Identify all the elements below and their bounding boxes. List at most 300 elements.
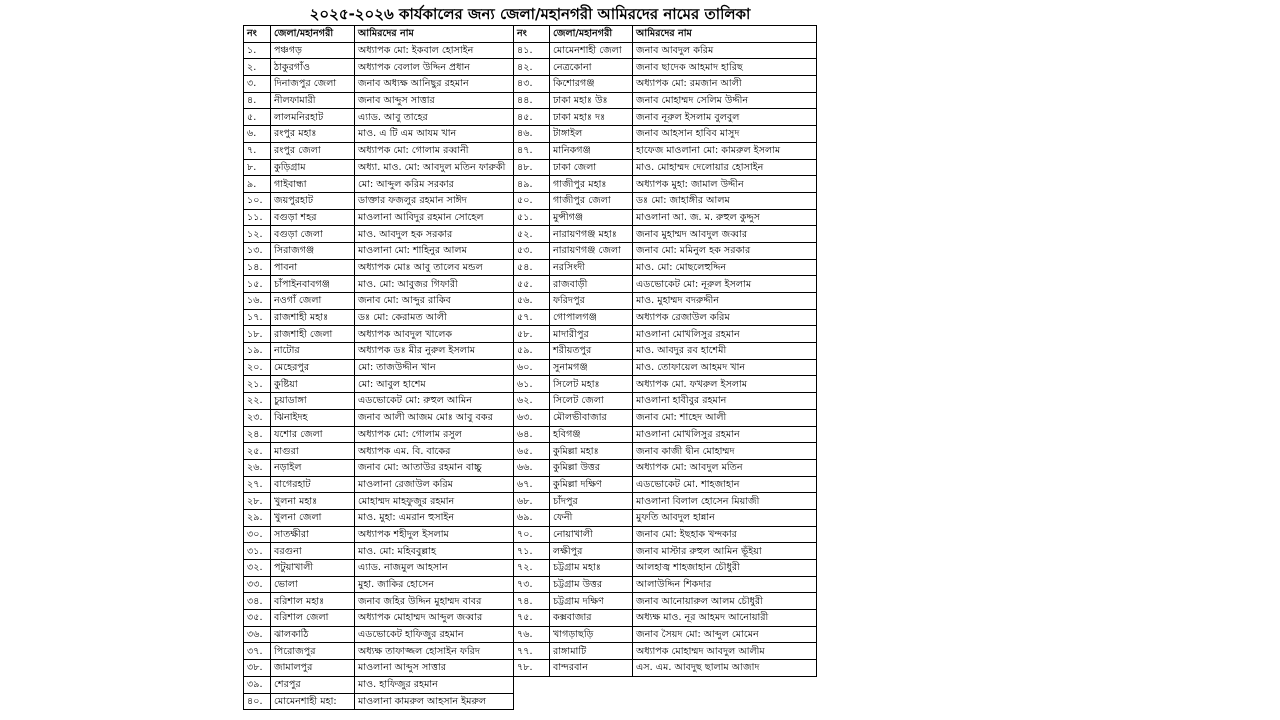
cell-serial: ১. <box>244 42 271 59</box>
cell-serial: ১৮. <box>244 326 271 343</box>
cell-district: খাগড়াছড়ি <box>550 626 633 643</box>
table-row <box>514 376 817 393</box>
cell-amir-name: ডঃ মো: কেরামত আলী <box>355 309 514 326</box>
cell-district: সিরাজগঞ্জ <box>271 242 355 259</box>
cell-serial: ২৮. <box>244 493 271 510</box>
table-row <box>244 593 514 610</box>
table-row <box>514 626 817 643</box>
table-row <box>514 92 817 109</box>
cell-amir-name: অধ্যাপক মো: ইকবাল হোসাইন <box>355 42 514 59</box>
cell-district: সিলেট জেলা <box>550 393 633 410</box>
table-row <box>514 509 817 526</box>
table-row <box>244 409 514 426</box>
cell-amir-name: মাও. মো: আবুজর গিফারী <box>355 276 514 293</box>
cell-serial: ৬১. <box>514 376 550 393</box>
cell-serial: ১৬. <box>244 293 271 310</box>
table-row <box>514 59 817 76</box>
cell-district: চাঁপাইনবাবগঞ্জ <box>271 276 355 293</box>
table-row <box>244 42 514 59</box>
cell-amir-name: মাও. মোহাম্মদ দেলোয়ার হোসাইন <box>633 159 817 176</box>
cell-serial: ২৬. <box>244 459 271 476</box>
cell-district: ভোলা <box>271 576 355 593</box>
cell-serial: ৬৮. <box>514 493 550 510</box>
cell-district: চট্টগ্রাম মহাঃ <box>550 560 633 577</box>
cell-amir-name: মাও. এ টি এম আযম খান <box>355 126 514 143</box>
cell-district: কুমিল্লা মহাঃ <box>550 443 633 460</box>
cell-district: কুড়িগ্রাম <box>271 159 355 176</box>
table-row <box>244 543 514 560</box>
cell-serial: ২৩. <box>244 409 271 426</box>
table-row <box>514 209 817 226</box>
table-row <box>244 676 514 693</box>
cell-serial: ২২. <box>244 393 271 410</box>
table-row <box>514 259 817 276</box>
cell-amir-name: মাও. মুহাম্মদ বদরুদ্দীন <box>633 293 817 310</box>
cell-amir-name: মাওলানা হাবীবুর রহমান <box>633 393 817 410</box>
cell-district: চট্টগ্রাম দক্ষিণ <box>550 593 633 610</box>
cell-serial: ৭২. <box>514 560 550 577</box>
cell-amir-name: অধ্যাপক মোহাম্মদ আবদুল আলীম <box>633 643 817 660</box>
cell-serial: ৪৩. <box>514 76 550 93</box>
cell-amir-name: এডভোকেট মো. শাহজাহান <box>633 476 817 493</box>
cell-district: চাঁদপুর <box>550 493 633 510</box>
table-row <box>514 293 817 310</box>
cell-serial: ৪৯. <box>514 176 550 193</box>
table-row <box>514 192 817 209</box>
table-row <box>514 242 817 259</box>
cell-amir-name: মুফতি আবদুল হান্নান <box>633 509 817 526</box>
cell-district: ফরিদপুর <box>550 293 633 310</box>
cell-amir-name: ডাক্তার ফজলুর রহমান সাঈদ <box>355 192 514 209</box>
cell-serial: ৩২. <box>244 560 271 577</box>
table-row <box>244 526 514 543</box>
cell-district: দিনাজপুর জেলা <box>271 76 355 93</box>
cell-amir-name: জনাব মো: ইছহাক খন্দকার <box>633 526 817 543</box>
cell-serial: ৬. <box>244 126 271 143</box>
table-row <box>244 76 514 93</box>
cell-serial: ২০. <box>244 359 271 376</box>
cell-district: মৌলভীবাজার <box>550 409 633 426</box>
cell-district: বান্দরবান <box>550 660 633 677</box>
table-row <box>244 576 514 593</box>
table-row <box>514 476 817 493</box>
cell-serial: ৬২. <box>514 393 550 410</box>
cell-district: পঞ্চগড় <box>271 42 355 59</box>
table-row <box>514 309 817 326</box>
cell-district: নাটোর <box>271 343 355 360</box>
table-row <box>244 276 514 293</box>
cell-serial: ১০. <box>244 192 271 209</box>
cell-district: কুষ্টিয়া <box>271 376 355 393</box>
cell-amir-name: মাওলানা আবিদুর রহমান সোহেল <box>355 209 514 226</box>
amir-table-right <box>513 25 817 677</box>
cell-serial: ৪৫. <box>514 109 550 126</box>
table-row <box>244 509 514 526</box>
cell-amir-name: জনাব মো: আতাউর রহমান বাচ্চু <box>355 459 514 476</box>
page-title: ২০২৫-২০২৬ কার্যকালের জন্য জেলা/মহানগরী আমিরদের নামের তালিকা <box>309 5 751 23</box>
cell-amir-name: অধ্যাপক মো: আবদুল মতিন <box>633 459 817 476</box>
cell-district: খুলনা মহাঃ <box>271 493 355 510</box>
cell-district: বরিশাল মহাঃ <box>271 593 355 610</box>
table-row <box>514 543 817 560</box>
cell-serial: ২৪. <box>244 426 271 443</box>
cell-serial: ৮. <box>244 159 271 176</box>
cell-serial: ১৫. <box>244 276 271 293</box>
table-row <box>244 643 514 660</box>
cell-district: গাইবান্ধা <box>271 176 355 193</box>
cell-serial: ৫৭. <box>514 309 550 326</box>
cell-amir-name: মাও. মুহা: এমরান হুসাইন <box>355 509 514 526</box>
cell-serial: ৪১. <box>514 42 550 59</box>
cell-serial: ৫০. <box>514 192 550 209</box>
cell-district: জয়পুরহাট <box>271 192 355 209</box>
cell-serial: ৭৬. <box>514 626 550 643</box>
cell-amir-name: মাওলানা মোখলিসুর রহমান <box>633 326 817 343</box>
cell-amir-name: অধ্যক্ষ তাফাজ্জল হোসাইন ফরিদ <box>355 643 514 660</box>
cell-serial: ৭৮. <box>514 660 550 677</box>
cell-amir-name: ডঃ মো: জাহাঙ্গীর আলম <box>633 192 817 209</box>
cell-serial: ৩৪. <box>244 593 271 610</box>
cell-district: সাতক্ষীরা <box>271 526 355 543</box>
table-row <box>514 142 817 159</box>
cell-district: ঝালকাঠি <box>271 626 355 643</box>
cell-district: বরগুনা <box>271 543 355 560</box>
table-row <box>514 176 817 193</box>
table-header-row <box>244 26 514 43</box>
cell-serial: ১৯. <box>244 343 271 360</box>
cell-serial: ১১. <box>244 209 271 226</box>
cell-serial: ৫৩. <box>514 242 550 259</box>
cell-serial: ৭৭. <box>514 643 550 660</box>
cell-district: পটুয়াখালী <box>271 560 355 577</box>
cell-serial: ৫৪. <box>514 259 550 276</box>
cell-amir-name: মাওলানা আ. জ. ম. রুহুল কুদ্দুস <box>633 209 817 226</box>
table-row <box>514 576 817 593</box>
cell-serial: ৬৪. <box>514 426 550 443</box>
cell-serial: ৩০. <box>244 526 271 543</box>
table-row <box>244 426 514 443</box>
cell-amir-name: জনাব কাজী দ্বীন মোহাম্মদ <box>633 443 817 460</box>
cell-amir-name: মোহাম্মদ মাহফুজুর রহমান <box>355 493 514 510</box>
header-amir-name: আমিরদের নাম <box>633 26 817 43</box>
table-row <box>244 226 514 243</box>
cell-amir-name: মাও. হাফিজুর রহমান <box>355 676 514 693</box>
cell-serial: ৫৯. <box>514 343 550 360</box>
cell-amir-name: আলাউদ্দিন শিকদার <box>633 576 817 593</box>
cell-serial: ৬৬. <box>514 459 550 476</box>
table-row <box>514 343 817 360</box>
cell-serial: ৪২. <box>514 59 550 76</box>
cell-amir-name: জনাব আনোয়ারুল আলম চৌধুরী <box>633 593 817 610</box>
cell-amir-name: অধ্যাপক বেলাল উদ্দিন প্রধান <box>355 59 514 76</box>
cell-district: বগুড়া জেলা <box>271 226 355 243</box>
table-row <box>514 226 817 243</box>
cell-district: রাজশাহী জেলা <box>271 326 355 343</box>
cell-amir-name: এডভোকেট মো: নূরুল ইসলাম <box>633 276 817 293</box>
cell-district: ঠাকুরগাঁও <box>271 59 355 76</box>
cell-district: নরসিংদী <box>550 259 633 276</box>
cell-amir-name: মাওলানা কামরুল আহসান ইমরুল <box>355 693 514 710</box>
cell-district: পাবনা <box>271 259 355 276</box>
cell-amir-name: মাওলানা আব্দুস সাত্তার <box>355 660 514 677</box>
cell-amir-name: এ্যাড. আবু তাহের <box>355 109 514 126</box>
cell-amir-name: মাও. মো: মোছলেহুদ্দিন <box>633 259 817 276</box>
cell-serial: ৫১. <box>514 209 550 226</box>
cell-amir-name: অধ্যাপক মো. ফখরুল ইসলাম <box>633 376 817 393</box>
cell-district: ঢাকা মহাঃ উঃ <box>550 92 633 109</box>
header-serial: নং <box>244 26 271 43</box>
table-row <box>514 393 817 410</box>
cell-district: নওগাঁ জেলা <box>271 293 355 310</box>
cell-district: নড়াইল <box>271 459 355 476</box>
table-row <box>244 142 514 159</box>
table-row <box>244 560 514 577</box>
cell-amir-name: জনাব মো: শাহেদ আলী <box>633 409 817 426</box>
cell-amir-name: মাওলানা মোখলিসুর রহমান <box>633 426 817 443</box>
cell-serial: ৩৬. <box>244 626 271 643</box>
cell-district: শেরপুর <box>271 676 355 693</box>
cell-serial: ৩৭. <box>244 643 271 660</box>
cell-serial: ৫২. <box>514 226 550 243</box>
cell-amir-name: অধ্যাপক মোঃ আবু তালেব মন্ডল <box>355 259 514 276</box>
cell-amir-name: জনাব মো: আব্দুর রাকিব <box>355 293 514 310</box>
cell-district: ঢাকা মহাঃ দঃ <box>550 109 633 126</box>
cell-serial: ৭৩. <box>514 576 550 593</box>
cell-amir-name: জনাব আহসান হাবিব মাসুদ <box>633 126 817 143</box>
cell-serial: ২. <box>244 59 271 76</box>
table-row <box>514 493 817 510</box>
table-row <box>244 242 514 259</box>
cell-district: ফেনী <box>550 509 633 526</box>
table-row <box>514 42 817 59</box>
cell-amir-name: আলহাজ্ব শাহজাহান চৌধুরী <box>633 560 817 577</box>
table-row <box>514 610 817 627</box>
cell-serial: ৭০. <box>514 526 550 543</box>
cell-serial: ২৫. <box>244 443 271 460</box>
cell-district: জামালপুর <box>271 660 355 677</box>
cell-serial: ৫৬. <box>514 293 550 310</box>
table-row <box>244 376 514 393</box>
cell-amir-name: জনাব মোহাম্মদ সেলিম উদ্দীন <box>633 92 817 109</box>
table-row <box>244 660 514 677</box>
table-row <box>244 626 514 643</box>
cell-amir-name: জনাব অধ্যক্ষ আনিছুর রহমান <box>355 76 514 93</box>
cell-district: যশোর জেলা <box>271 426 355 443</box>
table-row <box>244 159 514 176</box>
cell-amir-name: মুহা. জাকির হোসেন <box>355 576 514 593</box>
cell-amir-name: জনাব আবদুল করিম <box>633 42 817 59</box>
cell-amir-name: জনাব আব্দুস সাত্তার <box>355 92 514 109</box>
cell-district: নোয়াখালী <box>550 526 633 543</box>
cell-amir-name: জনাব সৈয়দ মো: আব্দুল মোমেন <box>633 626 817 643</box>
cell-amir-name: অধ্যাপক আবদুল খালেক <box>355 326 514 343</box>
cell-serial: ৬৯. <box>514 509 550 526</box>
cell-district: নেত্রকোনা <box>550 59 633 76</box>
cell-serial: ৩৩. <box>244 576 271 593</box>
cell-district: রাজবাড়ী <box>550 276 633 293</box>
cell-district: মেহেরপুর <box>271 359 355 376</box>
table-row <box>514 109 817 126</box>
table-row <box>514 459 817 476</box>
cell-district: নীলফামারী <box>271 92 355 109</box>
cell-amir-name: অধ্যাপক এম. বি. বাকের <box>355 443 514 460</box>
cell-amir-name: মাও. আবদুর রব হাশেমী <box>633 343 817 360</box>
cell-district: মানিকগঞ্জ <box>550 142 633 159</box>
cell-district: নারায়ণগঞ্জ মহাঃ <box>550 226 633 243</box>
cell-amir-name: অধ্যাপক রেজাউল করিম <box>633 309 817 326</box>
table-row <box>514 593 817 610</box>
cell-district: মোমেনশাহী মহা: <box>271 693 355 710</box>
table-row <box>244 493 514 510</box>
amir-table-left <box>243 25 514 710</box>
table-row <box>244 359 514 376</box>
table-row <box>514 643 817 660</box>
cell-amir-name: অধ্যাপক মো: রমজান আলী <box>633 76 817 93</box>
cell-serial: ৭৫. <box>514 610 550 627</box>
table-row <box>514 76 817 93</box>
header-district: জেলা/মহানগরী <box>271 26 355 43</box>
cell-serial: ৪০. <box>244 693 271 710</box>
cell-district: সিলেট মহাঃ <box>550 376 633 393</box>
cell-district: গাজীপুর জেলা <box>550 192 633 209</box>
cell-district: ঝিনাইদহ <box>271 409 355 426</box>
cell-amir-name: মাওলানা মো: শাহিনুর আলম <box>355 242 514 259</box>
cell-serial: ২১. <box>244 376 271 393</box>
table-row <box>514 426 817 443</box>
cell-amir-name: এস. এম. আবদুছ ছালাম আজাদ <box>633 660 817 677</box>
cell-amir-name: অধ্যা. মাও. মো: আবদুল মতিন ফারুকী <box>355 159 514 176</box>
cell-district: হবিগঞ্জ <box>550 426 633 443</box>
cell-district: গাজীপুর মহাঃ <box>550 176 633 193</box>
table-row <box>514 276 817 293</box>
cell-amir-name: জনাব ছাদেক আহমাদ হারিছ <box>633 59 817 76</box>
table-row <box>514 159 817 176</box>
table-row <box>244 192 514 209</box>
cell-serial: ৪৮. <box>514 159 550 176</box>
cell-amir-name: অধ্যাপক মুহা: জামাল উদ্দীন <box>633 176 817 193</box>
table-row <box>514 359 817 376</box>
cell-district: শরীয়তপুর <box>550 343 633 360</box>
table-row <box>244 309 514 326</box>
table-row <box>514 560 817 577</box>
cell-district: ঢাকা জেলা <box>550 159 633 176</box>
table-row <box>244 209 514 226</box>
table-row <box>244 343 514 360</box>
cell-district: নারায়ণগঞ্জ জেলা <box>550 242 633 259</box>
cell-district: বাগেরহাট <box>271 476 355 493</box>
cell-district: লক্ষীপুর <box>550 543 633 560</box>
cell-serial: ৫. <box>244 109 271 126</box>
cell-serial: ৯. <box>244 176 271 193</box>
table-row <box>244 476 514 493</box>
cell-amir-name: হাফেজ মাওলানা মো: কামরুল ইসলাম <box>633 142 817 159</box>
cell-district: খুলনা জেলা <box>271 509 355 526</box>
cell-serial: ৪৬. <box>514 126 550 143</box>
cell-serial: ৫৮. <box>514 326 550 343</box>
cell-serial: ৩৮. <box>244 660 271 677</box>
cell-serial: ৩৯. <box>244 676 271 693</box>
cell-amir-name: জনাব নূরুল ইসলাম বুলবুল <box>633 109 817 126</box>
table-row <box>244 610 514 627</box>
cell-district: চট্টগ্রাম উত্তর <box>550 576 633 593</box>
cell-amir-name: অধ্যাপক মো: গোলাম রব্বানী <box>355 142 514 159</box>
cell-district: বগুড়া শহর <box>271 209 355 226</box>
cell-serial: ৬৩. <box>514 409 550 426</box>
cell-amir-name: জনাব মাস্টার রুহুল আমিন ভূঁইয়া <box>633 543 817 560</box>
cell-amir-name: অধ্যাপক মোহাম্মদ আব্দুল জব্বার <box>355 610 514 627</box>
cell-amir-name: মো: আবুল হাশেম <box>355 376 514 393</box>
cell-amir-name: জনাব জহির উদ্দিন মুহাম্মদ বাবর <box>355 593 514 610</box>
cell-district: লালমনিরহাট <box>271 109 355 126</box>
cell-amir-name: এডভোকেট মো: রুহুল আমিন <box>355 393 514 410</box>
cell-district: পিরোজপুর <box>271 643 355 660</box>
table-row <box>244 259 514 276</box>
cell-serial: ৫৫. <box>514 276 550 293</box>
table-row <box>514 443 817 460</box>
table-row <box>244 693 514 710</box>
table-row <box>514 526 817 543</box>
cell-serial: ৩৫. <box>244 610 271 627</box>
cell-amir-name: এডভোকেট হাফিজুর রহমান <box>355 626 514 643</box>
cell-amir-name: মাওলানা রেজাউল করিম <box>355 476 514 493</box>
cell-district: মুন্সীগঞ্জ <box>550 209 633 226</box>
cell-serial: ৩. <box>244 76 271 93</box>
cell-amir-name: জনাব মুহাম্মদ আবদুল জব্বার <box>633 226 817 243</box>
cell-serial: ৪৪. <box>514 92 550 109</box>
cell-serial: ৭. <box>244 142 271 159</box>
cell-serial: ৩১. <box>244 543 271 560</box>
cell-serial: ১৩. <box>244 242 271 259</box>
cell-serial: ৪৭. <box>514 142 550 159</box>
cell-amir-name: মাও. মো: মহিববুল্লাহ <box>355 543 514 560</box>
cell-district: কিশোরগঞ্জ <box>550 76 633 93</box>
cell-district: রংপুর জেলা <box>271 142 355 159</box>
cell-amir-name: মাও. আবদুল হক সরকার <box>355 226 514 243</box>
cell-district: কক্সবাজার <box>550 610 633 627</box>
cell-serial: ৪. <box>244 92 271 109</box>
table-row <box>514 409 817 426</box>
cell-serial: ৭৪. <box>514 593 550 610</box>
cell-amir-name: মাও. তোফায়েল আহমদ খান <box>633 359 817 376</box>
header-amir-name: আমিরদের নাম <box>355 26 514 43</box>
table-row <box>244 443 514 460</box>
table-row <box>244 59 514 76</box>
cell-district: রংপুর মহাঃ <box>271 126 355 143</box>
table-row <box>514 660 817 677</box>
table-row <box>244 92 514 109</box>
cell-amir-name: মো: তাজউদ্দীন খান <box>355 359 514 376</box>
table-row <box>244 109 514 126</box>
cell-amir-name: অধ্যাপক মো: গোলাম রসুল <box>355 426 514 443</box>
cell-district: রাঙ্গামাটি <box>550 643 633 660</box>
cell-district: কুমিল্লা দক্ষিণ <box>550 476 633 493</box>
cell-district: রাজশাহী মহাঃ <box>271 309 355 326</box>
cell-amir-name: জনাব মো: মমিনুল হক সরকার <box>633 242 817 259</box>
table-row <box>244 326 514 343</box>
cell-amir-name: অধ্যাপক ডঃ মীর নুরুল ইসলাম <box>355 343 514 360</box>
cell-serial: ২৭. <box>244 476 271 493</box>
cell-district: মাদারীপুর <box>550 326 633 343</box>
table-row <box>244 293 514 310</box>
cell-amir-name: মো: আব্দুল করিম সরকার <box>355 176 514 193</box>
cell-amir-name: এ্যাড. নাজমুল আহসান <box>355 560 514 577</box>
header-serial: নং <box>514 26 550 43</box>
cell-district: মোমেনশাহী জেলা <box>550 42 633 59</box>
cell-district: সুনামগঞ্জ <box>550 359 633 376</box>
table-row <box>244 176 514 193</box>
cell-serial: ১৭. <box>244 309 271 326</box>
table-row <box>244 126 514 143</box>
